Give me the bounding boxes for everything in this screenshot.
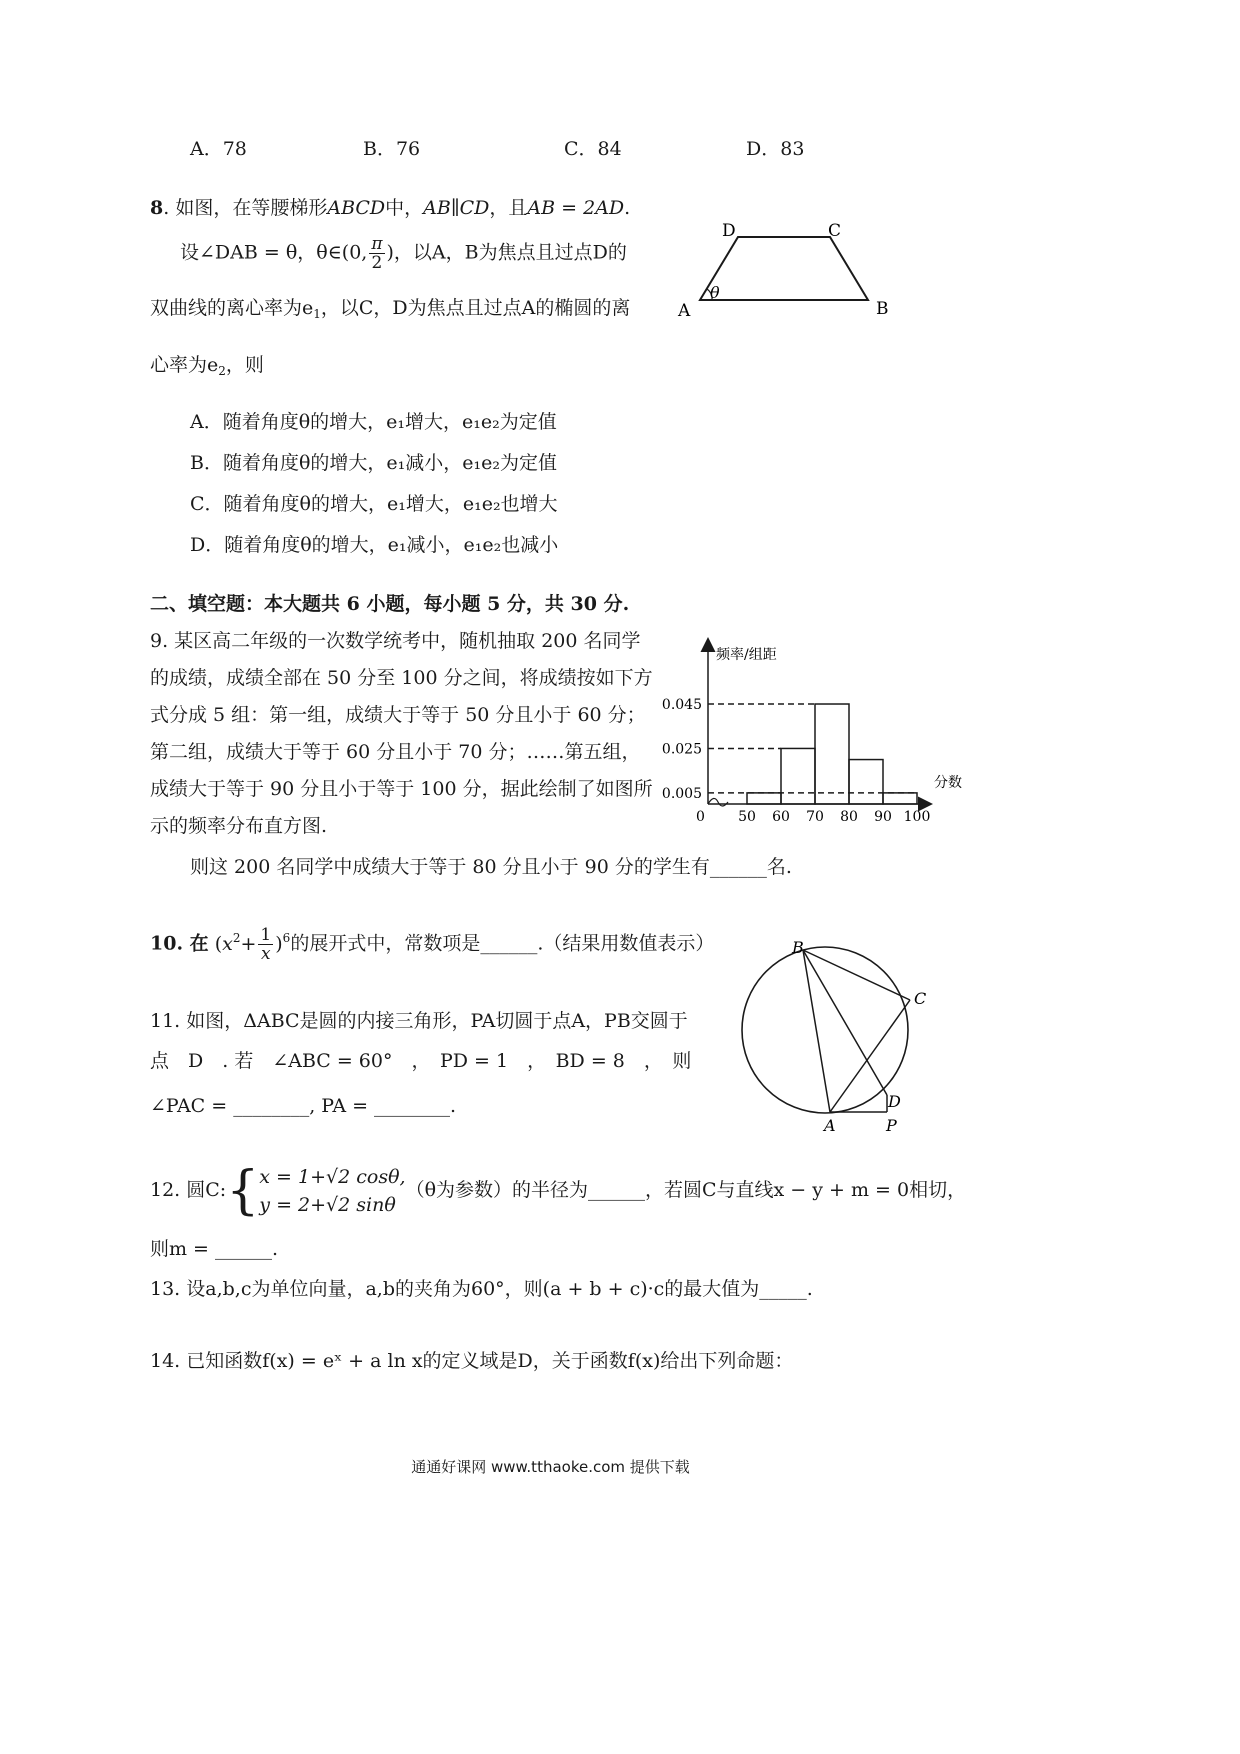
q8-text: 双曲线的离心率为e (150, 297, 314, 319)
y-tick-label: 0.005 (661, 785, 702, 802)
y-tick-label: 0.045 (661, 697, 702, 714)
pi-over-2 (369, 235, 384, 272)
point-label-p: P (886, 1116, 897, 1135)
x-tick-label: 90 (874, 809, 892, 822)
frequency-histogram (650, 632, 980, 822)
q8-parallel: AB∥CD (423, 197, 490, 219)
y-axis-label: 频率/组距 (716, 647, 777, 663)
q9-line: 式分成 5 组：第一组，成绩大于等于 50 分且小于 60 分； (150, 704, 646, 726)
q8-quad: ABCD (327, 197, 386, 219)
q11-line: 11. 如图，ΔABC是圆的内接三角形，PA切圆于点A，PB交圆于 (150, 1010, 688, 1032)
q8-text: 中， (385, 197, 424, 219)
q8-text: )，以A，B为焦点且过点D的 (386, 241, 627, 264)
point-label-b: B (792, 938, 804, 957)
expr-var: x (222, 932, 233, 955)
x-tick-label: 70 (806, 809, 824, 822)
q12-line (150, 1160, 966, 1220)
q11-line: ∠PAC = ________, PA = ________. (150, 1095, 457, 1117)
histogram-bar (883, 793, 917, 804)
q8-line2 (180, 235, 627, 272)
frac-denominator: x (261, 944, 271, 964)
q7-option-a: A．78 (190, 138, 247, 160)
footer-text: 通通好课网 www.tthaoke.com 提供下载 (411, 1458, 690, 1476)
q8-text: ，则 (225, 354, 264, 376)
circle-figure (740, 935, 950, 1140)
q8-text: ，以C，D为焦点且过点A的椭圆的离 (320, 297, 631, 319)
q10-text: 10. 在 (150, 932, 209, 955)
point-label-d: D (888, 1092, 901, 1111)
q10-rest: 的展开式中，常数项是______.（结果用数值表示） (290, 932, 715, 955)
binomial-expression: ($x^2+$ $\frac{1}{x}$ )$^6$ (214, 925, 291, 964)
y-tick-label: 0.025 (661, 741, 702, 758)
q11-line: 点 D . 若 ∠ABC = 60° ， PD = 1 ， BD = 8 ， 则 (150, 1050, 692, 1072)
q9-question: 则这 200 名同学中成绩大于等于 80 分且小于 90 分的学生有______名. (190, 856, 792, 878)
frac-denominator: 2 (371, 253, 383, 273)
q9-line: 的成绩，成绩全部在 50 分至 100 分之间，将成绩按如下方 (150, 667, 653, 689)
q7-option-d: D．83 (746, 138, 805, 160)
q12-line2: 则m = ______. (150, 1238, 279, 1260)
q7-option-b: B．76 (363, 138, 421, 160)
frac-numerator: 1 (260, 925, 272, 945)
q8-text: 设∠DAB = θ，θ∈(0, (180, 241, 368, 264)
q8-option-c: C．随着角度θ的增大，e₁增大，e₁e₂也增大 (190, 493, 558, 515)
axis-break (708, 798, 728, 806)
q8-line4 (150, 354, 264, 382)
x-tick-label: 100 (903, 809, 931, 822)
q8-option-d: D．随着角度θ的增大，e₁减小，e₁e₂也减小 (190, 534, 559, 556)
histogram-bar (849, 760, 883, 804)
frac-numerator: π (371, 234, 383, 254)
histogram-bar (747, 793, 781, 804)
q8-option-a: A．随着角度θ的增大，e₁增大，e₁e₂为定值 (190, 411, 557, 433)
histogram-bar (815, 704, 849, 804)
trapezoid-figure (670, 215, 910, 325)
q8-condition: AB = 2AD (527, 197, 625, 219)
q8-text: 心率为e (150, 354, 219, 376)
vertex-label-d: D (722, 221, 736, 241)
x-tick-label: 60 (772, 809, 790, 822)
q9-line: 示的频率分布直方图. (150, 815, 328, 837)
fraction (258, 926, 273, 963)
q14-line: 14. 已知函数f(x) = eˣ + a ln x的定义域是D，关于函数f(x)给出下列命题： (150, 1350, 794, 1372)
subscript: 1 (313, 307, 321, 321)
x-tick-label: 50 (738, 809, 756, 822)
q13-line: 13. 设a,b,c为单位向量，a,b的夹角为60°，则(a + b + c)·c的最大值为_____. (150, 1278, 813, 1300)
x-tick-label: 0 (696, 809, 705, 822)
q8-option-b: B．随着角度θ的增大，e₁减小，e₁e₂为定值 (190, 452, 557, 474)
section-heading: 二、填空题：本大题共 6 小题，每小题 5 分，共 30 分. (150, 593, 630, 615)
q12-text: 12. 圆C: (150, 1179, 227, 1201)
q9-line: 第二组，成绩大于等于 60 分且小于 70 分；……第五组， (150, 741, 641, 763)
parametric-eq-y: y = 2+√2 sinθ (259, 1194, 396, 1216)
x-tick-label: 80 (840, 809, 858, 822)
q8-text: ，且 (489, 197, 528, 219)
q9-line: 成绩大于等于 90 分且小于等于 100 分，据此绘制了如图所 (150, 778, 653, 800)
parametric-system (259, 1163, 405, 1219)
histogram-bar (781, 748, 815, 804)
point-label-c: C (914, 989, 927, 1008)
subscript: 2 (218, 364, 226, 378)
expr-exp: 6 (282, 930, 291, 945)
q8-line3 (150, 297, 630, 325)
q8-text: 如图，在等腰梯形 (175, 197, 328, 219)
vertex-label-b: B (876, 299, 889, 319)
left-brace: { (226, 1161, 260, 1221)
x-axis-label: 分数 (934, 775, 962, 791)
q8-line1: 8. 如图，在等腰梯形ABCD中，AB∥CD，且AB = 2AD. (150, 197, 631, 219)
q12-text: （θ为参数）的半径为______，若圆C与直线x − y + m = 0相切， (405, 1179, 967, 1201)
vertex-label-c: C (828, 221, 842, 241)
angle-theta-label: θ (710, 283, 720, 302)
point-label-a: A (824, 1116, 836, 1135)
question-number: 8 (150, 197, 164, 219)
expr-exp: 2 (232, 930, 241, 945)
q7-option-c: C．84 (564, 138, 622, 160)
vertex-label-a: A (678, 301, 691, 321)
q9-line: 9. 某区高二年级的一次数学统考中，随机抽取 200 名同学 (150, 630, 641, 652)
parametric-eq-x: x = 1+√2 cosθ, (259, 1166, 406, 1188)
q10-line (150, 926, 714, 963)
